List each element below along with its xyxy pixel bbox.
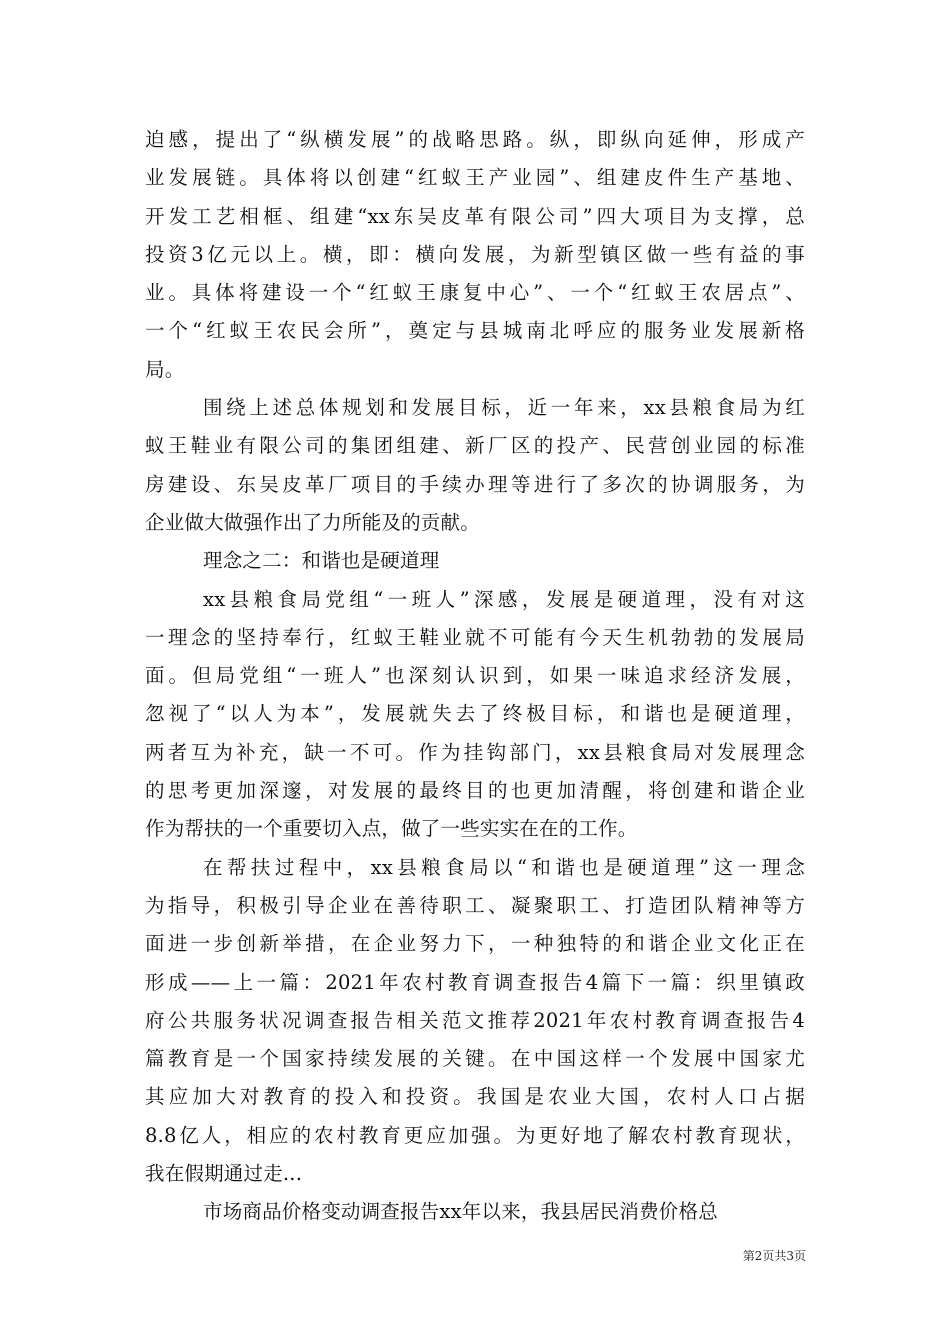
text-line: 忽视了“以人为本”，发展就失去了终极目标，和谐也是硬道理， xyxy=(145,702,805,726)
text-line: 8.8亿人，相应的农村教育更应加强。为更好地了解农村教育现状， xyxy=(145,1123,805,1147)
text-line: 我在假期通过走... xyxy=(145,1162,303,1186)
text-line: 篇教育是一个国家持续发展的关键。在中国这样一个发展中国家尤 xyxy=(145,1047,805,1071)
text-line: 形成——上一篇：2021年农村教育调查报告4篇下一篇：织里镇政 xyxy=(145,970,805,994)
text-line: 其应加大对教育的投入和投资。我国是农业大国，农村人口占据 xyxy=(145,1085,805,1109)
text-line: 一个“红蚁王农民会所”，奠定与县城南北呼应的服务业发展新格 xyxy=(145,319,805,343)
text-line: 的思考更加深邃，对发展的最终目的也更加清醒，将创建和谐企业 xyxy=(145,779,805,803)
text-line: 企业做大做强作出了力所能及的贡献。 xyxy=(145,510,480,534)
text-line: 投资3亿元以上。横，即：横向发展，为新型镇区做一些有益的事 xyxy=(145,242,805,266)
text-line: 面进一步创新举措，在企业努力下，一种独特的和谐企业文化正在 xyxy=(145,932,805,956)
text-line: 蚁王鞋业有限公司的集团组建、新厂区的投产、民营创业园的标准 xyxy=(145,434,805,458)
text-line: 作为帮扶的一个重要切入点，做了一些实实在在的工作。 xyxy=(145,817,638,841)
text-line: 两者互为补充，缺一不可。作为挂钩部门，xx县粮食局对发展理念 xyxy=(145,740,805,764)
text-line: 府公共服务状况调查报告相关范文推荐2021年农村教育调查报告4 xyxy=(145,1008,805,1032)
paragraph-first-line: 在帮扶过程中，xx县粮食局以“和谐也是硬道理”这一理念 xyxy=(203,855,805,879)
text-line: 一理念的坚持奉行，红蚁王鞋业就不可能有今天生机勃勃的发展局 xyxy=(145,625,805,649)
text-line: 房建设、东吴皮革厂项目的手续办理等进行了多次的协调服务，为 xyxy=(145,472,805,496)
paragraph-first-line: 市场商品价格变动调查报告xx年以来，我县居民消费价格总 xyxy=(203,1200,718,1224)
text-line: 迫感，提出了“纵横发展”的战略思路。纵，即纵向延伸，形成产 xyxy=(145,128,805,151)
text-line: 为指导，积极引导企业在善待职工、凝聚职工、打造团队精神等方 xyxy=(145,893,805,917)
text-line: 业。具体将建设一个“红蚁王康复中心”、一个“红蚁王农居点”、 xyxy=(145,281,805,305)
paragraph-first-line: xx县粮食局党组“一班人”深感，发展是硬道理，没有对这 xyxy=(203,587,805,611)
paragraph-first-line: 围绕上述总体规划和发展目标，近一年来，xx县粮食局为红 xyxy=(203,396,805,420)
page-number: 第2页共3页 xyxy=(742,1249,806,1263)
text-line: 面。但局党组“一班人”也深刻认识到，如果一味追求经济发展， xyxy=(145,664,805,688)
text-line: 局。 xyxy=(145,357,185,381)
text-line: 开发工艺相框、组建“xx东吴皮革有限公司”四大项目为支撑，总 xyxy=(145,204,805,228)
document-body xyxy=(145,121,805,1232)
text-line: 业发展链。具体将以创建“红蚁王产业园”、组建皮件生产基地、 xyxy=(145,166,805,190)
section-heading: 理念之二：和谐也是硬道理 xyxy=(203,549,440,573)
